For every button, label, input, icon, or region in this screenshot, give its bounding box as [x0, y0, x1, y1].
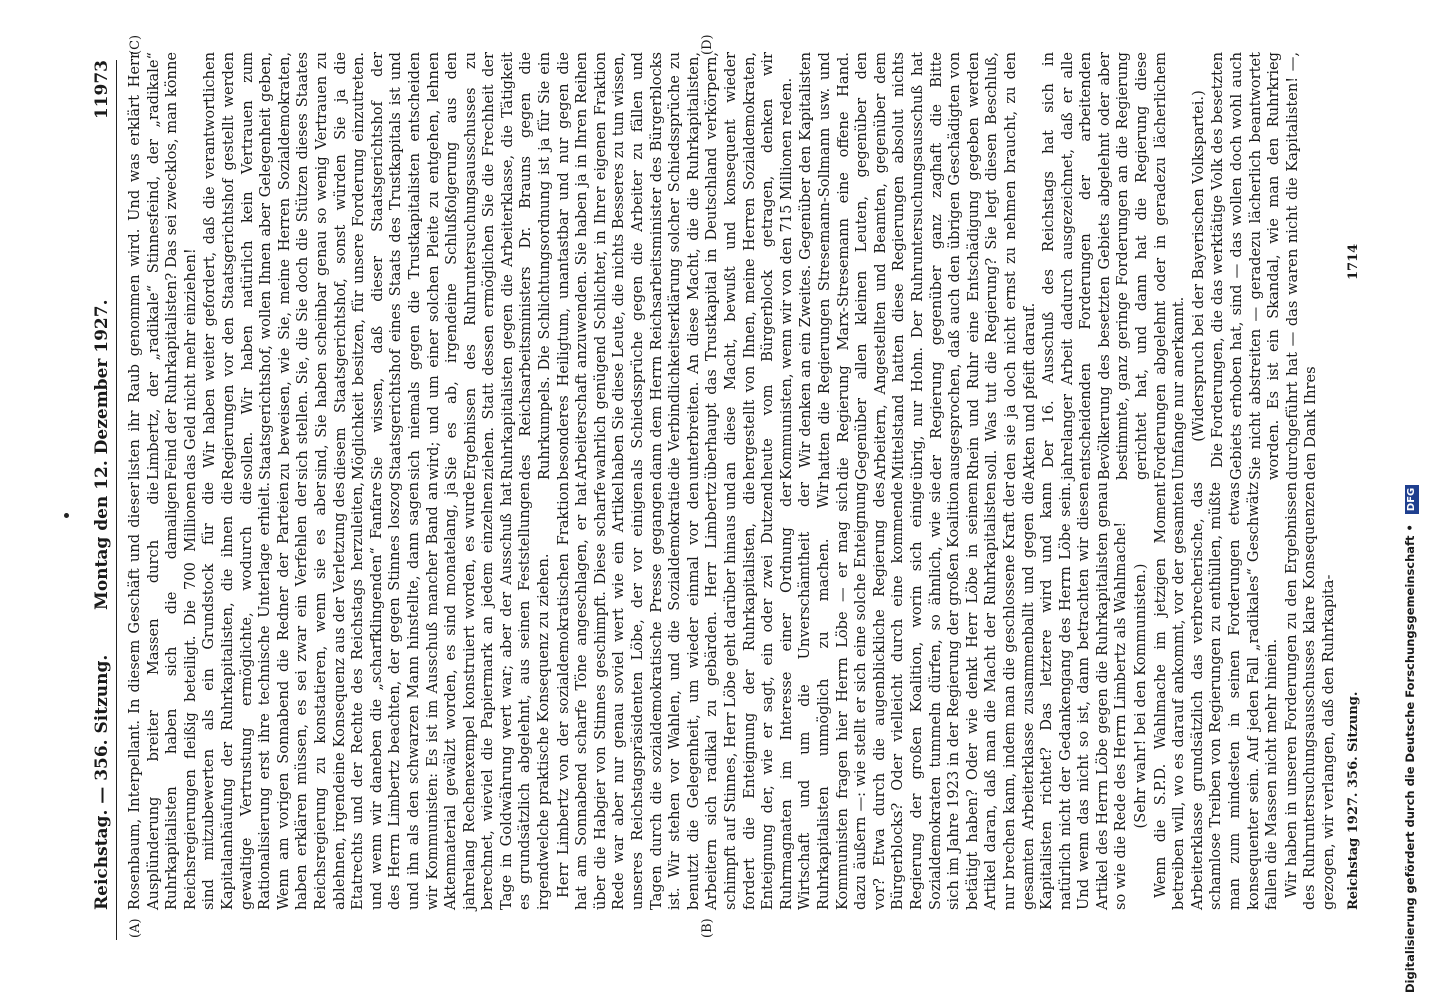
footer-session: Reichstag 1927. 356. Sitzung. [1346, 691, 1361, 910]
page-mark [64, 513, 69, 518]
left-paragraph-5: Wir haben in unseren Forderungen zu den Ergebnissen des Ruhruntersuchungsausschusses klare Konsequenzen gezogen, wir verlangen, daß den Ruhrkapita- [1282, 482, 1337, 910]
digitization-notice-text: Digitalisierung gefördert durch die Deutsche Forschungsgemeinschaft • [1403, 524, 1417, 993]
right-paragraph-6: Die Forderungen, die das werktätige Volk des besetzten Gebiets erhoben hat, sind — das wollen doch wohl auch Sie nicht abstreiten — geradezu lächerlich beantwortet worden. Es ist ein Skandal, wie man den Ruhrkrieg durchgeführt hat — das waren nicht die Kapitalisten! —, den Dank Ihres [1209, 52, 1320, 480]
dfg-logo: DFG [1405, 485, 1419, 514]
left-paragraph-2: Herr Limbertz von der sozialdemokratischen Fraktion hat am Sonnabend scharfe Töne angeschlagen, er hat über die Habgier von Stinnes geschimpft. Diese scharfe Rede war aber nur genau soviel wert wie ein Artikel unseres Reichstagspräsidenten Löbe, der vor einigen Tagen durch die sozialdemokratische Presse gegangen ist. Wir stehen vor Wahlen, und die Sozialdemokratie benutzt die Gelegenheit, um wieder einmal vor den Arbeitern sich radikal zu gebärden. Herr Limbertz schimpft auf Stinnes, Herr Löbe geht darüber hinaus und fordert die Enteignung der Ruhrkapitalisten, die Enteignung der, wie er sagt, ein oder zwei Dutzend Ruhrmagnaten im Interesse einer Ordnung der Wirtschaft und um die Unverschämtheit der Ruhrkapitalisten unmöglich zu machen. Wir Kommunisten fragen hier Herrn Löbe — er mag sich dazu äußern —: wie stellt er sich eine solche Enteignung vor? Etwa durch die augenblickliche Regierung des Bürgerblocks? Oder vielleicht durch eine kommende Regierung der großen Koalition, worin sich einige Sozialdemokraten tummeln dürfen, so ähnlich, wie sie sich im Jahre 1923 in der Regierung der großen Koalition betätigt haben? Oder wie denkt Herr Löbe in seinem Artikel daran, daß man die Macht der Ruhrkapitalisten nur brechen kann, indem man die geschlossene Kraft der gesamten Arbeiterklasse zusammenballt und gegen die Kapitalisten richtet? Das letztere wird und kann natürlich nicht der Gedankengang des Herrn Löbe sein. Und wenn das nicht so ist, dann betrachten wir diesen Artikel des Herrn Löbe gegen die Ruhrkapitalisten genau so wie die Rede des Herrn Limbertz als Wahlmache! [554, 482, 1130, 910]
right-paragraph-3: Wir denken an ein Zweites. Gegenüber den Kapitalisten hatten die Regierungen Stresemann-Sollmann usw. und die Regierung Marx-Stresemann eine offene Hand. Gegenüber allen kleinen Leuten, gegenüber den Arbeitern, Angestellten und Beamten, gegenüber dem Mittelstand hatten diese Regierungen absolut nichts übrig, nur Hohn. Der Ruhruntersuchungsausschuß hat der Regierung gegenüber ganz zaghaft die Bitte ausgesprochen, daß auch den übrigen Geschädigten von Rhein und Ruhr eine Entschädigung gegeben werden soll. Was tut die Regierung? Sie legt diesen Beschluß, den sie ja doch nicht ernst zu nehmen braucht, zu den Akten und pfeift darauf. [797, 52, 1038, 480]
margin-marker-d: (D) [700, 34, 715, 55]
left-paragraph-4: Wenn die S.P.D. Wahlmache im jetzigen Moment betreiben will, wo es darauf ankommt, vor der gesamten Arbeiterklasse grundsätzlich das verbrecherische, das schamlose Treiben von Regierungen zu enthüllen, müßte man zum mindesten in seinen Forderungen etwas konsequenter sein. Auf jeden Fall „radikales“ Geschwätz fallen die Massen nicht mehr hinein. [1151, 482, 1281, 910]
right-paragraph-4: Der 16. Ausschuß des Reichstags hat sich in jahrelanger Arbeit dadurch ausgezeichnet, daß er alle entscheidenden Forderungen der arbeitenden Bevölkerung des besetzten Gebiets abgelehnt oder aber bestimmte, ganz geringe Forderungen an die Regierung gerichtet hat, und dann hat die Regierung diese Forderungen abgelehnt oder in geradezu lächerlichem Umfange nur anerkannt. [1040, 52, 1188, 480]
right-paragraph-1: listen ihr Raub genommen wird. Und was erklärt Herr Limbertz, der „radikale“ Stinnesfeind, der „radikale“ Feind der Ruhrkapitalisten? Das sei zwecklos, man könne das Geld nicht mehr einziehen! [126, 52, 199, 480]
margin-marker-c: (C) [128, 34, 143, 55]
digitization-notice [1395, 8, 1434, 993]
right-paragraph-2: Wir haben weiter gefordert, daß die verantwortlichen Regierungen vor den Staatsgerichtshof gestellt werden sollen. Wir haben natürlich kein Vertrauen zum Staatsgerichtshof, wollen Ihnen aber Gelegenheit geben, zu beweisen, wie Sie, meine Herren Sozialdemokraten, sich stellen. Sie, die Sie doch die Stützen dieses Staates sind, Sie haben scheinbar genau so wenig Vertrauen zu diesem Staatsgerichtshof, sonst würden Sie ja die Möglichkeit besitzen, für unsere Forderung einzutreten. Sie wissen, daß dieser Staatsgerichtshof der Staatsgerichtshof eines Staats des Trustkapitals ist und sich niemals gegen die Trustkapitalisten entscheiden wird; und um einer solchen Pleite zu entgehen, lehnen Sie es ab, irgendeine Schlußfolgerung aus den Ergebnissen des Ruhruntersuchungsausschusses zu ziehen. Statt dessen ermöglichen Sie die Frechheit der Ruhrkapitalisten gegen die Arbeiterklasse, die Tätigkeit des Reichsarbeitsministers Dr. Brauns gegen die Ruhrkumpels. Die Schlichtungsordnung ist ja für Sie ein besonderes Heiligtum, unantastbar und nur gegen die Arbeiterschaft anzuwenden. Sie haben ja in Ihren Reihen wahrlich genügend Schlichter, in Ihrer eigenen Fraktion haben Sie diese Leute, die nichts Besseres zu tun wissen, als Schiedssprüche gegen die Arbeiter zu fällen und dann dem Herrn Reichsarbeitsminister des Bürgerblocks die Verbindlichkeitserklärung solcher Schiedssprüche zu unterbreiten. An diese Macht, die die Ruhrkapitalisten, überhaupt das Trustkapital in Deutschland verkörpern, an diese Macht, bewußt und konsequent wieder hergestellt von Ihnen, meine Herren Sozialdemokraten, heute vom Bürgerblock getragen, denken wir Kommunisten, wenn wir von den 715 Millionen reden. [201, 52, 795, 480]
margin-marker-a: (A) [128, 918, 143, 938]
right-column [126, 52, 1322, 480]
left-interjection: (Sehr wahr! bei den Kommunisten.) [1132, 563, 1150, 829]
margin-marker-b: (B) [700, 918, 715, 938]
footer-sheet-number: 1714 [1346, 243, 1361, 280]
left-column [126, 482, 1340, 910]
left-paragraph-1: Rosenbaum, Interpellant. In diesem Geschäft und dieser Ausplünderung breiter Massen durch die Ruhrkapitalisten haben sich die damaligen Reichsregierungen fleißig beteiligt. Die 700 Millionen sind mitzubewerten als ein Grundstock für die Kapitalanhäufung der Ruhrkapitalisten, die ihnen die gewaltige Vertrustung ermöglichte, wodurch die Rationalisierung erst ihre technische Unterlage erhielt. Wenn am vorigen Sonnabend die Redner der Parteien haben erklären müssen, es sei zwar ein Verfehlen der Reichsregierung zu konstatieren, wenn sie es aber ablehnen, irgendeine Konsequenz aus der Verletzung des Etatrechts und der Rechte des Reichstags herzuleiten, und wenn wir daneben die „scharfklingenden“ Fanfare des Herrn Limbertz beachten, der gegen Stinnes loszog und ihn als den schwarzen Mann hinstellte, dann sagen wir Kommunisten: Es ist im Ausschuß mancher Band an Aktenmaterial gewälzt worden, es sind monatelang, ja jahrelang Rechenexempel konstruiert worden, es wurde berechnet, wieviel die Papiermark an jedem einzelnen Tage in Goldwährung wert war; aber der Ausschuß hat es grundsätzlich abgelehnt, aus seinen Feststellungen irgendwelche praktische Konsequenz zu ziehen. [126, 482, 553, 910]
header-page-number: 11973 [92, 60, 112, 120]
header-date: Montag den 12. Dezember 1927. [92, 299, 112, 610]
header-session: Reichstag. — 356. Sitzung. [92, 654, 112, 910]
page-header [92, 60, 117, 940]
right-interjection: (Widerspruch bei der Bayerischen Volkspartei.) [1189, 90, 1207, 442]
